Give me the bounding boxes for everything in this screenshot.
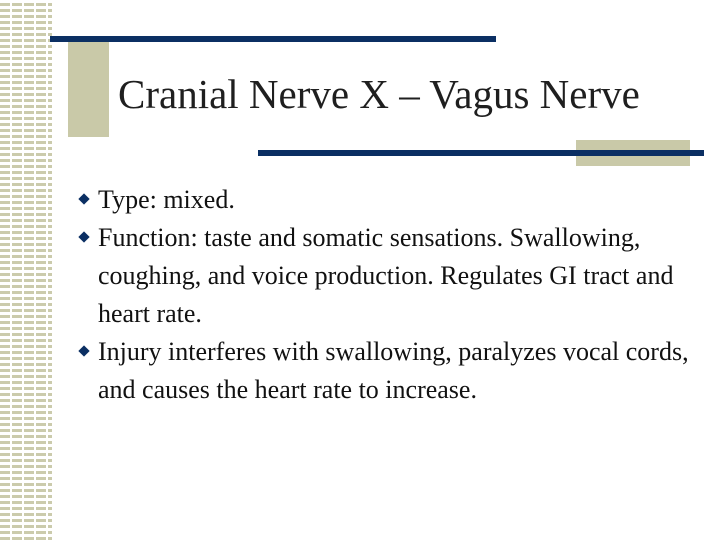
bullet-list [76, 181, 696, 409]
bullet-item [76, 181, 696, 219]
bullet-text: Type: mixed. [98, 185, 235, 214]
bullet-text: Injury interferes with swallowing, paralyzes vocal cords, and causes the heart rate to increase. [98, 337, 689, 404]
diamond-bullet-icon [78, 345, 89, 356]
title-rule-top [50, 36, 496, 42]
title-rule-bottom [258, 150, 704, 156]
diamond-bullet-icon [78, 231, 89, 242]
bullet-item [76, 219, 696, 333]
slide-title: Cranial Nerve X – Vagus Nerve [118, 71, 640, 117]
diamond-bullet-icon [78, 193, 89, 204]
bullet-item [76, 333, 696, 409]
bullet-text: Function: taste and somatic sensations. Swallowing, coughing, and voice production. Regulates GI tract and heart rate. [98, 223, 674, 328]
